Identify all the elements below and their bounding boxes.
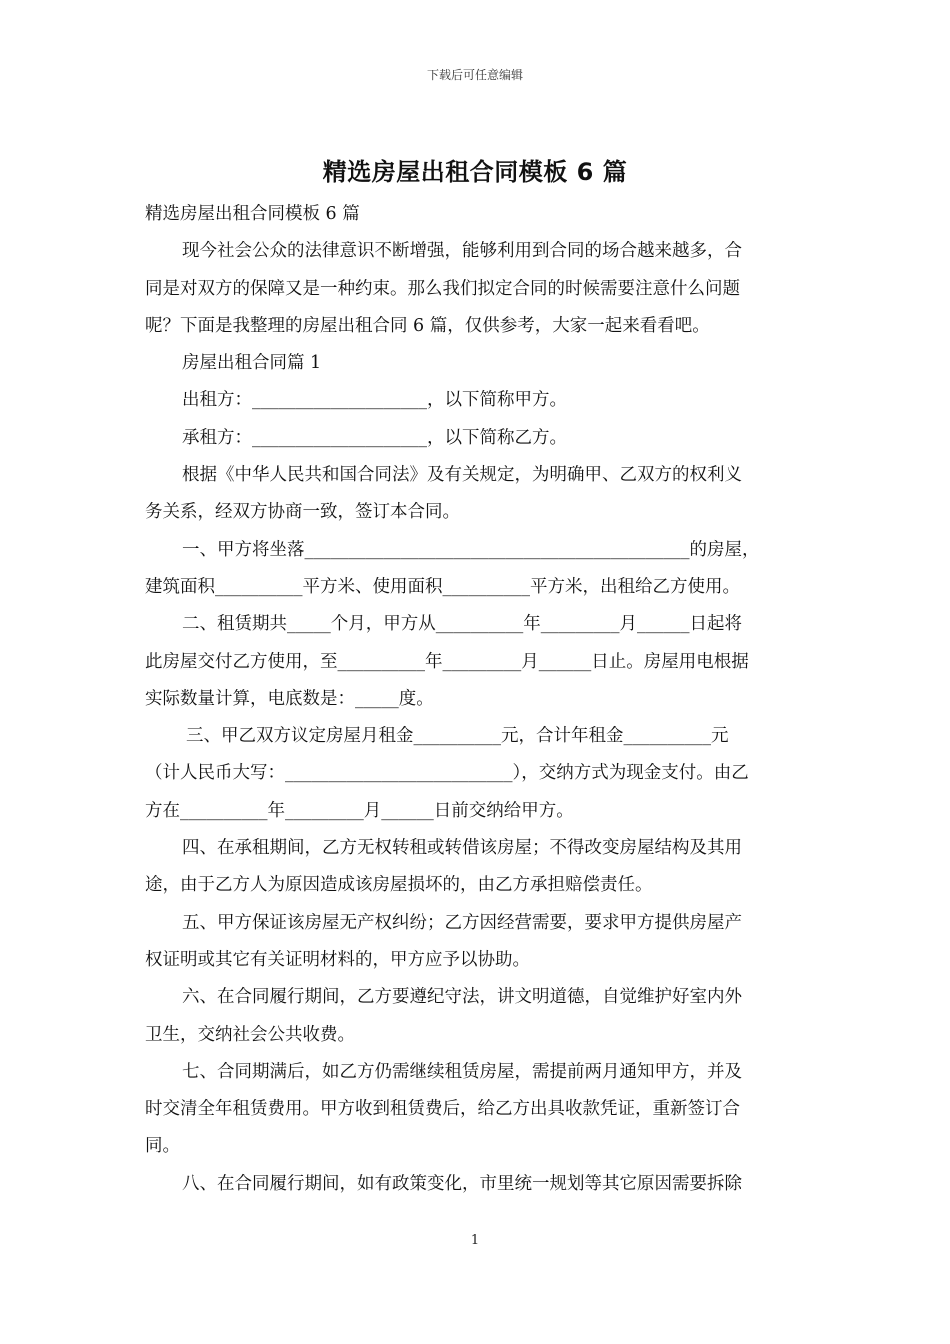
clause-3-line: 三、甲乙双方议定房屋月租金__________元，合计年租金__________元 — [186, 726, 729, 747]
clause-2-line: 二、租赁期共_____个月，甲方从__________年_________月______日起将 — [182, 614, 742, 635]
document-body — [145, 196, 813, 1203]
clause-7-line: 七、合同期满后，如乙方仍需继续租赁房屋，需提前两月通知甲方，并及 — [182, 1061, 742, 1082]
clause-4-line: 途，由于乙方人为原因造成该房屋损坏的，由乙方承担赔偿责任。 — [145, 875, 653, 896]
clause-7-line: 时交清全年租赁费用。甲方收到租赁费后，给乙方出具收款凭证，重新签订合 — [145, 1099, 740, 1120]
clause-1-line: 建筑面积__________平方米、使用面积__________平方米，出租给乙方使用。 — [145, 576, 740, 597]
clause-2-line: 此房屋交付乙方使用，至__________年_________月______日止。房屋用电根据 — [145, 651, 749, 672]
preamble-line: 务关系，经双方协商一致，签订本合同。 — [145, 502, 460, 523]
clause-3-line: 方在__________年_________月______日前交纳给甲方。 — [145, 800, 574, 821]
intro-line: 现今社会公众的法律意识不断增强，能够利用到合同的场合越来越多，合 — [182, 241, 742, 262]
section-heading: 房屋出租合同篇 1 — [182, 353, 322, 374]
lessee-line: 承租方：____________________，以下简称乙方。 — [182, 427, 567, 448]
clause-7-line: 同。 — [145, 1136, 180, 1157]
intro-line: 呢？下面是我整理的房屋出租合同 6 篇，仅供参考，大家一起来看看吧。 — [145, 315, 710, 336]
clause-6-line: 卫生，交纳社会公共收费。 — [145, 1024, 355, 1045]
document-title: 精选房屋出租合同模板 6 篇 — [322, 158, 628, 186]
lessor-line: 出租方：____________________，以下简称甲方。 — [182, 390, 567, 411]
clause-2-line: 实际数量计算，电底数是：_____度。 — [145, 688, 434, 709]
page-number: 1 — [470, 1233, 480, 1248]
clause-5-line: 权证明或其它有关证明材料的，甲方应予以协助。 — [145, 949, 530, 970]
clause-6-line: 六、在合同履行期间，乙方要遵纪守法，讲文明道德，自觉维护好室内外 — [182, 987, 742, 1008]
clause-4-line: 四、在承租期间，乙方无权转租或转借该房屋；不得改变房屋结构及其用 — [182, 838, 742, 859]
clause-3-line: （计人民币大写：__________________________），交纳方式为现金支付。由乙 — [145, 763, 749, 784]
preamble-line: 根据《中华人民共和国合同法》及有关规定，为明确甲、乙双方的权利义 — [182, 465, 742, 486]
intro-line: 同是对双方的保障又是一种约束。那么我们拟定合同的时候需要注意什么问题 — [145, 278, 740, 299]
clause-5-line: 五、甲方保证该房屋无产权纠纷；乙方因经营需要，要求甲方提供房屋产 — [182, 912, 742, 933]
page-header: 下载后可任意编辑 — [426, 68, 523, 82]
subtitle-line: 精选房屋出租合同模板 6 篇 — [145, 204, 360, 224]
clause-1-line: 一、甲方将坐落____________________________________________的房屋， — [182, 539, 760, 560]
clause-8-line: 八、在合同履行期间，如有政策变化，市里统一规划等其它原因需要拆除 — [182, 1173, 742, 1194]
